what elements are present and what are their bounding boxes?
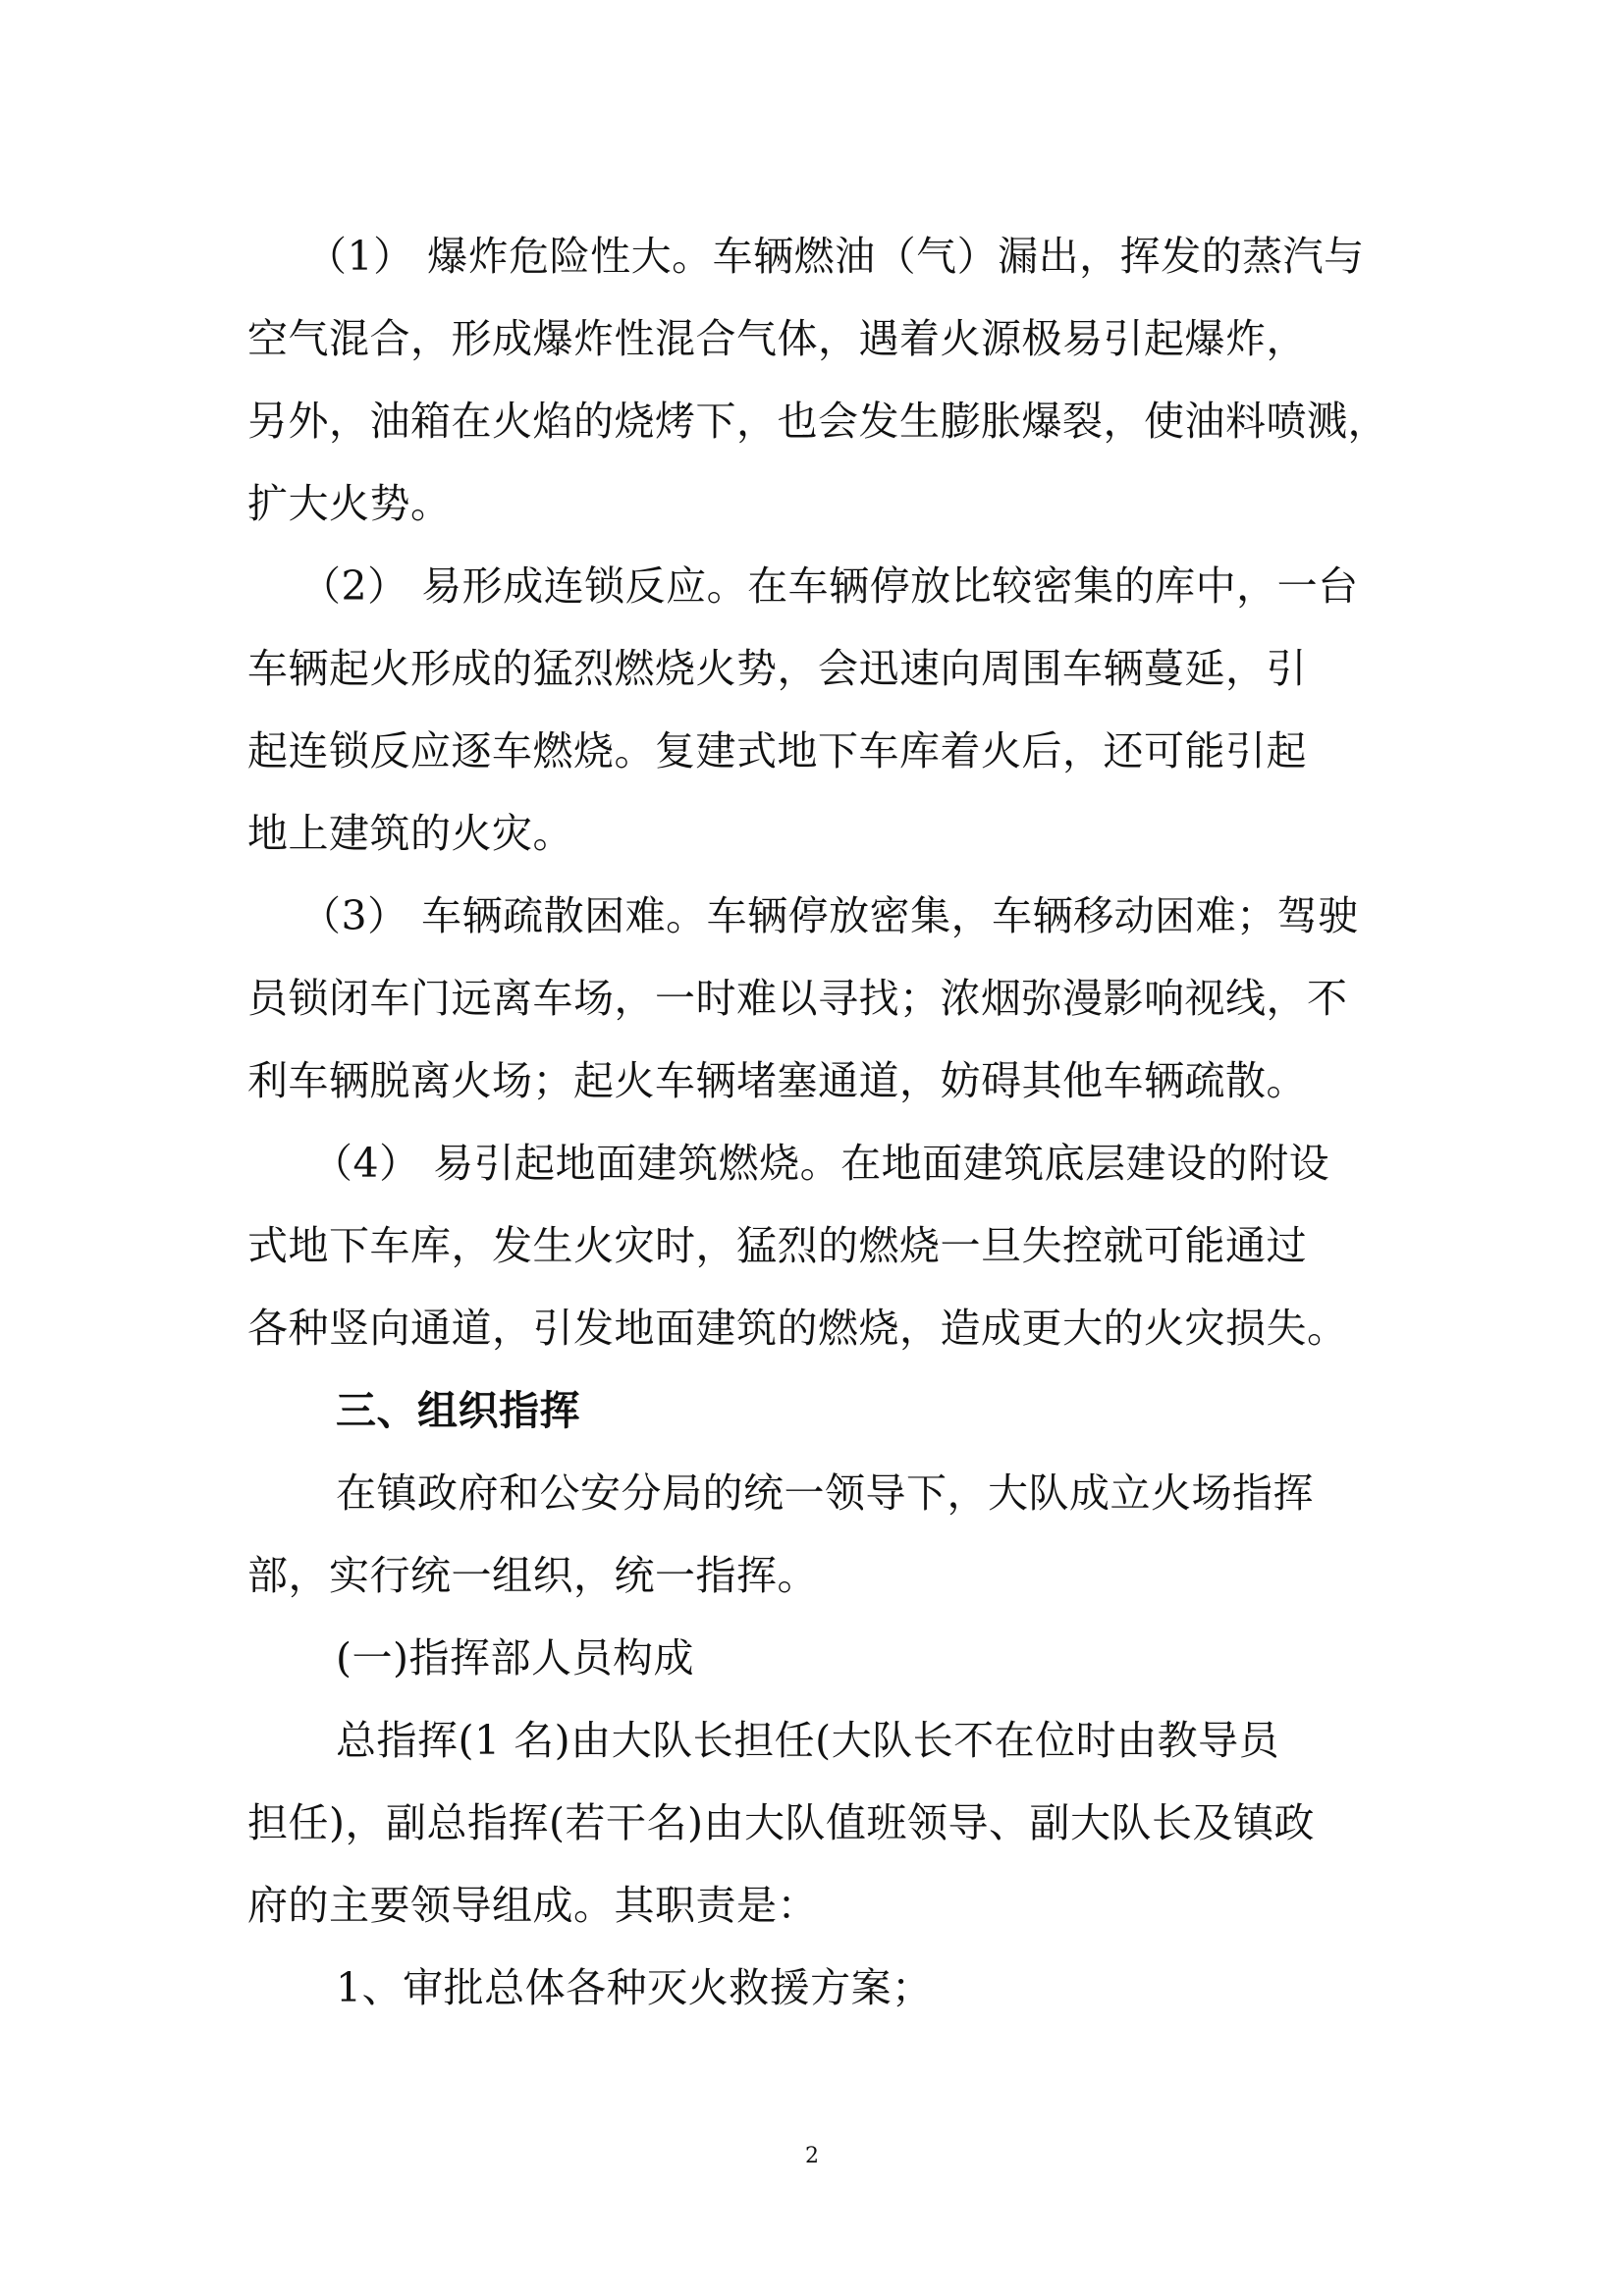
text-line: （1） 爆炸危险性大。车辆燃油（气）漏出，挥发的蒸汽与 bbox=[306, 233, 1365, 280]
subsection-heading: (一)指挥部人员构成 bbox=[336, 1634, 694, 1682]
text-line: （3） 车辆疏散困难。车辆停放密集，车辆移动困难；驾驶 bbox=[300, 892, 1359, 939]
text-line: 空气混合，形成爆炸性混合气体，遇着火源极易引起爆炸， bbox=[247, 315, 1307, 362]
text-line: （4） 易引起地面建筑燃烧。在地面建筑底层建设的附设 bbox=[312, 1140, 1330, 1187]
text-line: 起连锁反应逐车燃烧。复建式地下车库着火后，还可能引起 bbox=[247, 727, 1307, 774]
section-heading: 三、组织指挥 bbox=[336, 1387, 580, 1434]
text-line: 部，实行统一组织，统一指挥。 bbox=[247, 1552, 818, 1599]
text-line: 另外，油箱在火焰的烧烤下，也会发生膨胀爆裂，使油料喷溅， bbox=[247, 398, 1388, 445]
text-line: 扩大火势。 bbox=[247, 480, 452, 527]
text-line: 车辆起火形成的猛烈燃烧火势，会迅速向周围车辆蔓延，引 bbox=[247, 645, 1307, 692]
text-line: 总指挥(1 名)由大队长担任(大队长不在位时由教导员 bbox=[336, 1717, 1280, 1764]
text-line: 担任)，副总指挥(若干名)由大队值班领导、副大队长及镇政 bbox=[247, 1799, 1315, 1846]
text-line: （2） 易形成连锁反应。在车辆停放比较密集的库中，一台 bbox=[300, 562, 1359, 610]
text-line: 在镇政府和公安分局的统一领导下，大队成立火场指挥 bbox=[336, 1469, 1314, 1517]
text-line: 地上建筑的火灾。 bbox=[247, 810, 573, 857]
text-line: 各种竖向通道，引发地面建筑的燃烧，造成更大的火灾损失。 bbox=[247, 1305, 1348, 1352]
text-line: 1、审批总体各种灭火救援方案； bbox=[336, 1964, 933, 2011]
text-line: 府的主要领导组成。其职责是： bbox=[247, 1882, 818, 1929]
page-number: 2 bbox=[805, 2144, 819, 2168]
text-line: 式地下车库，发生火灾时，猛烈的燃烧一旦失控就可能通过 bbox=[247, 1222, 1307, 1269]
text-line: 利车辆脱离火场；起火车辆堵塞通道，妨碍其他车辆疏散。 bbox=[247, 1057, 1307, 1104]
text-line: 员锁闭车门远离车场，一时难以寻找；浓烟弥漫影响视线，不 bbox=[247, 975, 1348, 1022]
